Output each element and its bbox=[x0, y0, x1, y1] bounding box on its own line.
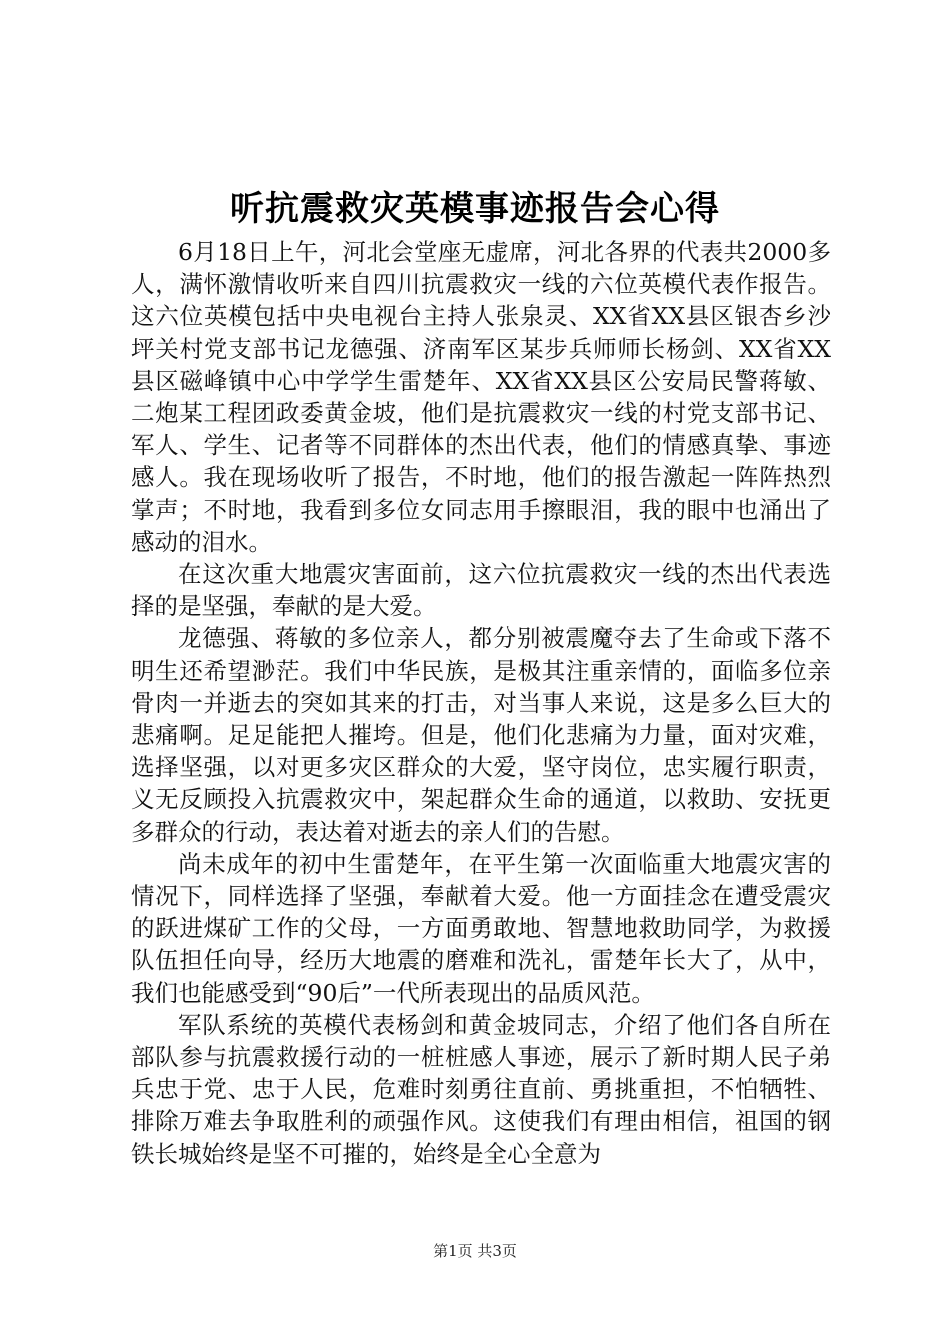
page-footer: 第1页 共3页 bbox=[433, 1242, 517, 1260]
document-title: 听抗震救灾英模事迹报告会心得 bbox=[230, 189, 720, 229]
paragraph: 军队系统的英模代表杨剑和黄金坡同志，介绍了他们各自所在部队参与抗震救援行动的一桩桩感人事迹，展示了新时期人民子弟兵忠于党、忠于人民，危难时刻勇往直前、勇挑重担，不怕牺牲、排除万难去争取胜利的顽强作风。这使我们有理由相信，祖国的钢铁长城始终是坚不可摧的，始终是全心全意为 bbox=[131, 1010, 831, 1168]
paragraph: 在这次重大地震灾害面前，这六位抗震救灾一线的杰出代表选择的是坚强，奉献的是大爱。 bbox=[131, 560, 831, 621]
document-body bbox=[131, 236, 831, 1170]
paragraph: 龙德强、蒋敏的多位亲人，都分别被震魔夺去了生命或下落不明生还希望渺茫。我们中华民族，是极其注重亲情的，面临多位亲骨肉一并逝去的突如其来的打击，对当事人来说，这是多么巨大的悲痛啊。足足能把人摧垮。但是，他们化悲痛为力量，面对灾难，选择坚强，以对更多灾区群众的大爱，坚守岗位，忠实履行职责，义无反顾投入抗震救灾中，架起群众生命的通道，以救助、安抚更多群众的行动，表达着对逝去的亲人们的告慰。 bbox=[131, 624, 831, 846]
paragraph: 6月18日上午，河北会堂座无虚席，河北各界的代表共2000多人，满怀激情收听来自四川抗震救灾一线的六位英模代表作报告。这六位英模包括中央电视台主持人张泉灵、XX省XX县区银杏乡沙坪关村党支部书记龙德强、济南军区某步兵师师长杨剑、XX省XX县区磁峰镇中心中学学生雷楚年、XX省XX县区公安局民警蒋敏、二炮某工程团政委黄金坡，他们是抗震救灾一线的村党支部书记、军人、学生、记者等不同群体的杰出代表，他们的情感真挚、事迹感人。我在现场收听了报告，不时地，他们的报告激起一阵阵热烈掌声；不时地，我看到多位女同志用手擦眼泪，我的眼中也涌出了感动的泪水。 bbox=[131, 238, 831, 556]
paragraph: 尚未成年的初中生雷楚年，在平生第一次面临重大地震灾害的情况下，同样选择了坚强，奉献着大爱。他一方面挂念在遭受震灾的跃进煤矿工作的父母，一方面勇敢地、智慧地救助同学，为救援队伍担任向导，经历大地震的磨难和洗礼，雷楚年长大了，从中，我们也能感受到“90后”一代所表现出的品质风范。 bbox=[131, 849, 831, 1007]
